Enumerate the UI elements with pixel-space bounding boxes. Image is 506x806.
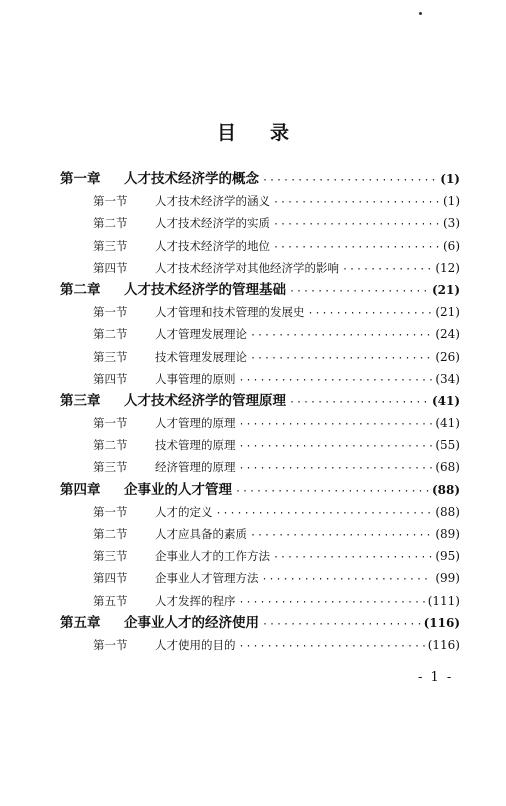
section-number: 第一节 (93, 504, 128, 519)
section-number: 第三节 (93, 238, 128, 253)
section-title: 人事管理的原则 (155, 371, 236, 386)
page-reference: (55) (435, 438, 460, 453)
dot-leader (239, 414, 433, 434)
toc-chapter-entry (60, 168, 460, 190)
page-reference: (68) (435, 460, 460, 475)
dot-leader (273, 237, 440, 257)
page-title: 目录 (216, 122, 323, 144)
page-reference: (1) (443, 194, 460, 209)
section-number: 第三节 (93, 349, 128, 364)
dot-leader (262, 614, 421, 634)
section-title: 技术管理发展理论 (155, 349, 247, 364)
section-title: 人才管理和技术管理的发展史 (155, 305, 305, 320)
page-reference: (24) (435, 327, 460, 342)
toc-section-entry (60, 323, 460, 345)
dot-leader (239, 370, 433, 390)
page-reference: (21) (431, 282, 460, 297)
dot-leader (289, 392, 429, 412)
section-number: 第二节 (93, 216, 128, 231)
chapter-number: 第一章 (60, 171, 101, 187)
section-number: 第三节 (93, 549, 128, 564)
dot-leader (250, 348, 432, 368)
dot-leader (273, 192, 440, 212)
chapter-title: 企事业的人才管理 (124, 481, 232, 498)
toc-section-entry (60, 190, 460, 212)
chapter-number: 第五章 (60, 614, 101, 631)
toc-section-entry (60, 634, 460, 656)
page-reference: (21) (435, 305, 460, 320)
print-speck (419, 12, 422, 15)
section-title: 人才技术经济学对其他经济学的影响 (155, 260, 339, 275)
toc-section-entry (60, 567, 460, 589)
section-number: 第一节 (93, 416, 128, 431)
dot-leader (239, 458, 433, 478)
dot-leader (235, 481, 429, 501)
page-reference: (6) (443, 238, 460, 253)
section-title: 人才技术经济学的涵义 (155, 194, 270, 209)
page-reference: (116) (427, 637, 460, 652)
page-reference: (88) (435, 504, 460, 519)
page-reference: (111) (427, 593, 460, 608)
section-number: 第一节 (93, 305, 128, 320)
section-number: 第二节 (93, 327, 128, 342)
dot-leader (308, 303, 433, 323)
chapter-number: 第三章 (60, 392, 101, 409)
section-number: 第三节 (93, 460, 128, 475)
section-title: 人才管理发展理论 (155, 327, 247, 342)
dot-leader (250, 525, 432, 545)
section-number: 第一节 (93, 637, 128, 652)
dot-leader (273, 547, 432, 567)
toc-section-entry (60, 301, 460, 323)
chapter-title: 人才技术经济学的管理基础 (124, 281, 286, 298)
page-reference: (95) (435, 549, 460, 564)
table-of-contents (60, 168, 460, 656)
section-title: 企事业人才管理方法 (155, 571, 259, 586)
section-title: 人才技术经济学的实质 (155, 216, 270, 231)
page-reference: (41) (431, 393, 460, 408)
toc-section-entry (60, 346, 460, 368)
toc-section-entry (60, 590, 460, 612)
toc-section-entry (60, 456, 460, 478)
section-number: 第四节 (93, 571, 128, 586)
page-reference: (1) (440, 172, 460, 186)
dot-leader (216, 503, 433, 523)
section-number: 第一节 (93, 194, 128, 209)
page-number: - 1 - (418, 670, 454, 685)
section-number: 第二节 (93, 527, 128, 541)
toc-section-entry (60, 212, 460, 234)
toc-section-entry (60, 523, 460, 545)
page-reference: (41) (435, 416, 460, 431)
section-title: 经济管理的原理 (155, 460, 236, 475)
section-title: 企事业人才的工作方法 (155, 549, 270, 564)
toc-section-entry (60, 257, 460, 279)
toc-chapter-entry (60, 390, 460, 412)
section-number: 第二节 (93, 438, 128, 453)
chapter-number: 第四章 (60, 481, 101, 498)
section-number: 第四节 (93, 260, 128, 275)
section-number: 第五节 (93, 593, 128, 608)
chapter-title: 人才技术经济学的概念 (124, 171, 259, 187)
dot-leader (250, 325, 432, 345)
section-title: 人才使用的目的 (155, 637, 236, 652)
section-title: 人才发挥的程序 (155, 593, 236, 608)
toc-section-entry (60, 368, 460, 390)
dot-leader (289, 281, 429, 301)
toc-chapter-entry (60, 612, 460, 634)
toc-section-entry (60, 235, 460, 257)
section-title: 人才的定义 (155, 504, 213, 519)
page-reference: (34) (435, 371, 460, 386)
chapter-title: 人才技术经济学的管理原理 (124, 392, 286, 409)
section-title: 人才管理的原理 (155, 416, 236, 431)
page-reference: (116) (423, 615, 460, 630)
section-title: 人才应具备的素质 (155, 527, 247, 541)
section-title: 技术管理的原理 (155, 438, 236, 453)
page-reference: (26) (435, 349, 460, 364)
dot-leader (273, 214, 440, 234)
toc-section-entry (60, 434, 460, 456)
toc-section-entry (60, 501, 460, 523)
dot-leader (262, 170, 437, 190)
toc-section-entry (60, 412, 460, 434)
toc-section-entry (60, 545, 460, 567)
page-reference: (12) (435, 260, 460, 275)
chapter-number: 第二章 (60, 281, 101, 298)
toc-chapter-entry (60, 279, 460, 301)
toc-chapter-entry (60, 479, 460, 501)
page-reference: (3) (443, 216, 460, 231)
dot-leader (239, 436, 433, 456)
section-number: 第四节 (93, 371, 128, 386)
section-title: 人才技术经济学的地位 (155, 238, 270, 253)
page-reference: (99) (435, 571, 460, 586)
dot-leader (342, 259, 432, 279)
dot-leader (239, 636, 425, 656)
page-reference: (89) (435, 527, 460, 541)
dot-leader (262, 569, 433, 589)
dot-leader (239, 592, 425, 612)
chapter-title: 企事业人才的经济使用 (124, 614, 259, 631)
page-reference: (88) (431, 482, 460, 497)
